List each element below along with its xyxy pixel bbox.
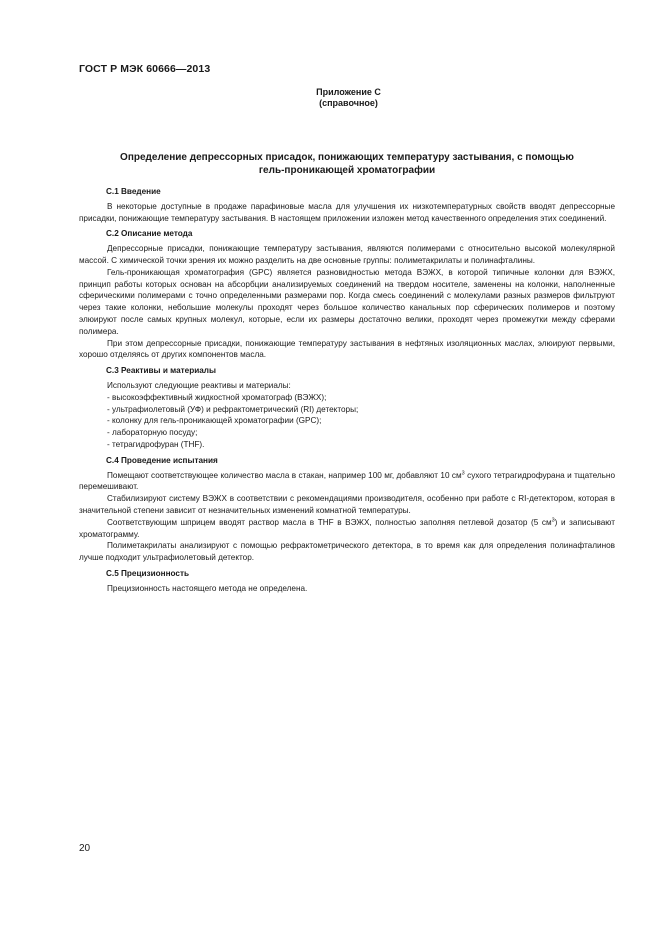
c4-p3-text-b: ) и записывают хроматограмму. (79, 517, 615, 539)
list-item: - ультрафиолетовый (УФ) и рефрактометрический (RI) детекторы; (107, 404, 359, 414)
document-header: ГОСТ Р МЭК 60666—2013 (79, 63, 211, 75)
list-item: - лабораторную посуду; (107, 428, 198, 438)
c4-p3-superscript: 3 (551, 516, 555, 523)
section-c4-paragraph-4: Полиметакрилаты анализируют с помощью рефрактометрического детектора, в то время как для определения полинафталинов лучше подходит ультрафиолетовый детектор. (79, 541, 615, 563)
section-heading-c4: С.4 Проведение испытания (106, 455, 218, 465)
section-heading-c2: С.2 Описание метода (106, 229, 193, 239)
c4-p3-text-a: Соответствующим шприцем вводят раствор масла в THF в ВЭЖХ, полностью заполняя петлевой дозатор (5 см (107, 517, 552, 527)
appendix-label (0, 87, 661, 109)
document-body (79, 186, 615, 595)
section-c4-paragraph-3 (79, 517, 615, 541)
section-c2-paragraph-3: При этом депрессорные присадки, понижающие температуру застывания в нефтяных изоляционных маслах, элюируют первыми, хорошо отделяясь от других компонентов масла. (79, 338, 615, 360)
section-c1-paragraph: В некоторые доступные в продаже парафиновые масла для улучшения их низкотемпературных свойств вводят депрессорные присадки, понижающие температуру застывания. В настоящем приложении изложен метод качественного определения этих соединений. (79, 201, 615, 223)
section-c4-paragraph-1 (79, 470, 615, 494)
list-item: - тетрагидрофуран (THF). (107, 439, 205, 449)
c4-p1-superscript: 3 (461, 469, 465, 476)
section-heading-c1: С.1 Введение (106, 187, 161, 196)
section-c4-paragraph-2: Стабилизируют систему ВЭЖХ в соответствии с рекомендациями производителя, особенно при работе с RI-детектором, которая в значительной степени зависит от незначительных изменений комнатной температуры. (79, 494, 615, 515)
document-title-line2: гель-проникающей хроматографии (258, 165, 436, 176)
section-heading-c3: С.3 Реактивы и материалы (106, 366, 216, 376)
c4-p1-text-b: сухого тетрагидрофурана и тщательно перемешивают. (79, 470, 615, 492)
document-title-line1: Определение депрессорных присадок, понижающих температуру застывания, с помощью (120, 152, 574, 163)
list-item: - высокоэффективный жидкостной хроматограф (ВЭЖХ); (107, 392, 327, 402)
section-c2-paragraph-1: Депрессорные присадки, понижающие температуру застывания, являются полимерами с относительно высокой молекулярной массой. С химической точки зрения их можно разделить на две основные группы: полиметакрилаты и полинафталины. (79, 244, 615, 265)
appendix-subtitle: (справочное) (319, 98, 378, 108)
page-number: 20 (79, 843, 91, 854)
list-item: - колонку для гель-проникающей хроматографии (GPC); (107, 416, 322, 426)
appendix-title: Приложение С (316, 87, 381, 97)
section-heading-c5: С.5 Прецизионность (106, 568, 190, 578)
document-title (80, 151, 614, 177)
section-c3-intro: Используют следующие реактивы и материалы: (107, 380, 291, 390)
section-c5-paragraph: Прецизионность настоящего метода не определена. (107, 583, 308, 593)
section-c2-paragraph-2: Гель-проникающая хроматография (GPC) является разновидностью метода ВЭЖХ, в которой типичные колонки для ВЭЖХ, принцип работы которых основан на абсорбции анализируемых соединений на твердом носителе, заменены на колонки, наполненные сферическими полимерами с точно определенными размерами пор. Когда смесь соединений с молекулами разных размеров фильтруют через такие колонки, небольшие молекулы проходят через большое количество канальных пор сферических полимеров и поэтому элюируют после самых крупных молекул, которые, если их размеры достаточно велики, проходят через промежутки между сферами полимера. (79, 267, 615, 336)
c4-p1-text-a: Помещают соответствующее количество масла в стакан, например 100 мг, добавляют 10 см (107, 470, 462, 480)
